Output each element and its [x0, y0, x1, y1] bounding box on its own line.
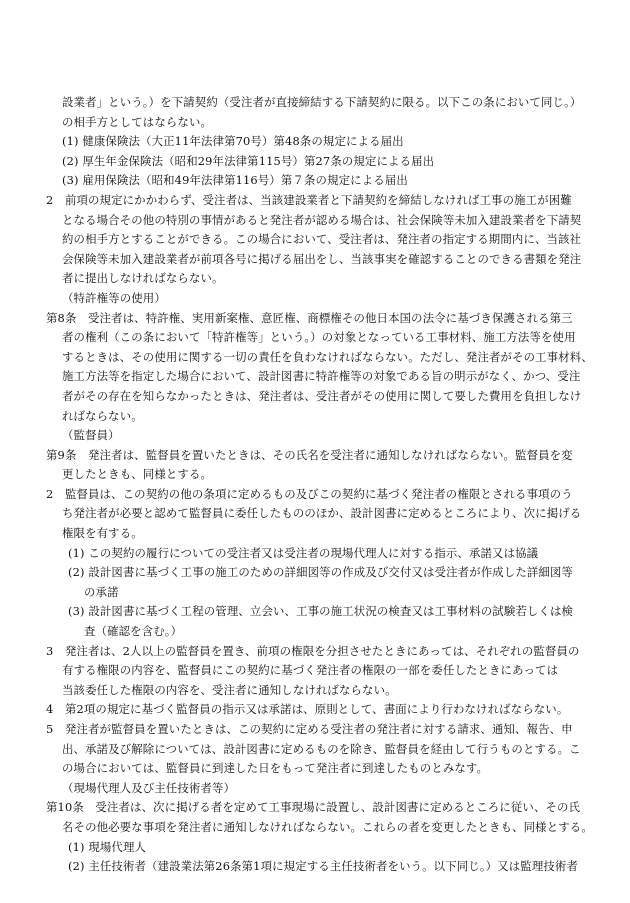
- text-line: 者の権利（この条において「特許権等」という。）の対象となっている工事材料、施工方法等を使用: [62, 330, 576, 345]
- paragraph-start: 2 監督員は、この契約の他の条項に定めるもの及びこの契約に基づく発注者の権限とされる事項のう: [46, 486, 573, 501]
- text-line: となる場合その他の特別の事情があると発注者が認める場合は、社会保険等未加入建設業者を下請契: [62, 212, 582, 227]
- text-line: 名その他必要な事項を発注者に通知しなければならない。これらの者を変更したときも、同様とする。: [62, 819, 593, 834]
- text-line: 会保険等未加入建設業者が前項各号に掲げる届出をし、当該事実を確認することのできる書類を発注: [62, 251, 582, 266]
- text-line: 施工方法等を指定した場合において、設計図書に特許権等の対象である旨の明示がなく、かつ、受注: [62, 369, 581, 384]
- list-item: (1) 現場代理人: [68, 839, 147, 854]
- section-heading: （監督員）: [62, 428, 120, 443]
- list-item: (2) 主任技術者（建設業法第26条第1項に規定する主任技術者をいう。以下同じ。）又は監理技術者: [68, 859, 579, 874]
- text-line: 当該委任した権限の内容を、受注者に通知しなければならない。: [62, 682, 397, 697]
- article-start: 第8条 受注者は、特許権、実用新案権、意匠権、商標権その他日本国の法令に基づき保護される第三: [46, 310, 573, 325]
- paragraph-start: 3 発注者は、2人以上の監督員を置き、前項の権限を分担させたときにあっては、それぞれの監督員の: [46, 643, 580, 658]
- text-line: 有する権限の内容を、監督員にこの契約に基づく発注者の権限の一部を委任したときにあっては: [62, 663, 559, 678]
- paragraph-start: 4 第2項の規定に基づく監督員の指示又は承諾は、原則として、書面により行わなければならない。: [46, 702, 569, 717]
- text-line: 者に提出しなければならない。: [62, 271, 224, 286]
- text-line: 出、承諾及び解除については、設計図書に定めるものを除き、監督員を経由して行うものとする。こ: [62, 741, 581, 756]
- text-line: の場合においては、監督員に到達した日をもって発注者に到達したものとみなす。: [62, 761, 489, 776]
- section-heading: （現場代理人及び主任技術者等）: [62, 780, 236, 795]
- text-line: ち発注者が必要と認めて監督員に委任したもののほか、設計図書に定めるところにより、次に掲げる: [62, 506, 582, 521]
- list-item: (2) 厚生年金保険法（昭和29年法律第115号）第27条の規定による届出: [62, 153, 435, 168]
- section-heading: （特許権等の使用）: [62, 290, 166, 305]
- paragraph-start: 2 前項の規定にかかわらず、受注者は、当該建設業者と下請契約を締結しなければ工事の施工が困難: [46, 192, 572, 207]
- list-item-continuation: の承諾: [84, 584, 119, 599]
- text-line: 更したときも、同様とする。: [62, 467, 213, 482]
- text-line: 設業者」という。）を下請契約（受注者が直接締結する下請契約に限る。以下この条において同じ。）: [62, 95, 582, 109]
- text-line: 者がその存在を知らなかったときは、発注者は、受注者がその使用に関して要した費用を負担しなけ: [62, 388, 582, 403]
- list-item: (3) 設計図書に基づく工程の管理、立会い、工事の施工状況の検査又は工事材料の試験若しくは検: [68, 604, 574, 619]
- list-item: (2) 設計図書に基づく工事の施工のための詳細図等の作成及び交付又は受注者が作成した詳細図等: [68, 565, 574, 580]
- list-item: (3) 雇用保険法（昭和49年法律第116号）第７条の規定による届出: [62, 173, 408, 188]
- paragraph-start: 5 発注者が監督員を置いたときは、この契約に定める受注者の発注者に対する請求、通知、報告、申: [46, 722, 573, 736]
- text-line: 権限を有する。: [62, 526, 143, 541]
- text-line: 約の相手方とすることができる。この場合において、受注者は、発注者の指定する期間内に、当該社: [62, 232, 582, 247]
- document-page: [46, 93, 594, 877]
- article-start: 第10条 受注者は、次に掲げる者を定めて工事現場に設置し、設計図書に定めるところに従い、その氏: [46, 800, 581, 815]
- text-line: ればならない。: [62, 408, 143, 423]
- text-line: の相手方としてはならない。: [62, 114, 213, 129]
- list-item: (1) 健康保険法（大正11年法律第70号）第48条の規定による届出: [62, 134, 404, 149]
- list-item-continuation: 査（確認を含む。）: [84, 624, 183, 639]
- list-item: (1) この契約の履行についての受注者又は受注者の現場代理人に対する指示、承諾又は協議: [68, 545, 539, 560]
- article-start: 第9条 発注者は、監督員を置いたときは、その氏名を受注者に通知しなければならない。監督員を変: [46, 447, 573, 462]
- text-line: するときは、その使用に関する一切の責任を負わなければならない。ただし、発注者がその工事材料、: [62, 349, 593, 364]
